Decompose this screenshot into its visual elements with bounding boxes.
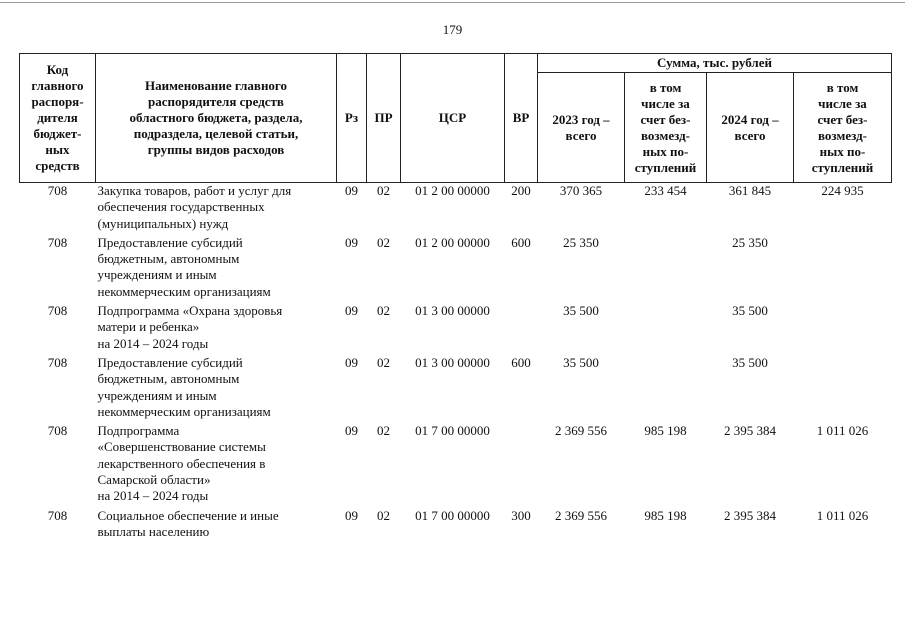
cell-code: 708: [47, 423, 68, 439]
cell-2024-total: 35 500: [732, 303, 768, 319]
page-number: 179: [442, 22, 463, 37]
cell-2024-free: [794, 235, 892, 303]
table-row: [20, 423, 892, 507]
cell-pr: 02: [377, 234, 390, 250]
header-2024-free: в том числе за счет без- возмезд- ных по- ступлений: [794, 73, 892, 183]
cell-2024-free: [794, 303, 892, 355]
cell-2024-total: 25 350: [732, 234, 768, 250]
cell-2024-free: 1 011 026: [816, 507, 869, 523]
cell-2023-free: 985 198: [644, 423, 687, 439]
cell-pr: 02: [377, 423, 390, 439]
table-row: [20, 235, 892, 303]
cell-pr: 02: [377, 507, 390, 523]
cell-2023-free: [625, 235, 707, 303]
cell-2024-free: 1 011 026: [816, 423, 869, 439]
cell-pr: 02: [377, 354, 390, 370]
cell-name: Предоставление субсидий бюджетным, автономным учреждениям и иным некоммерческим организациям: [97, 354, 271, 419]
table-row: [20, 355, 892, 423]
cell-2023-free: [625, 303, 707, 355]
table-row: [20, 183, 892, 235]
cell-2023-total: 35 500: [563, 303, 599, 319]
cell-vr: 600: [511, 234, 531, 250]
cell-2024-total: 361 845: [728, 183, 772, 198]
top-rule: [0, 2, 905, 3]
cell-2024-total: 2 395 384: [724, 507, 776, 523]
cell-code: 708: [47, 183, 68, 198]
cell-csr: 01 3 00 00000: [415, 303, 490, 319]
cell-name: Подпрограмма «Охрана здоровья матери и ребенка» на 2014 – 2024 годы: [97, 303, 283, 351]
cell-2023-total: 25 350: [563, 234, 599, 250]
cell-2024-total: 35 500: [732, 354, 768, 370]
cell-2023-total: 2 369 556: [555, 423, 607, 439]
header-2024-total: 2024 год – всего: [707, 73, 794, 183]
cell-name: Подпрограмма «Совершенствование системы лекарственного обеспечения в Самарской области» на 2014 – 2024 годы: [97, 423, 266, 504]
cell-2024-total: 2 395 384: [724, 423, 776, 439]
cell-2023-total: 35 500: [563, 354, 599, 370]
cell-csr: 01 7 00 00000: [415, 507, 490, 523]
table-row: [20, 303, 892, 355]
cell-2024-free: [794, 355, 892, 423]
cell-pr: 02: [377, 303, 390, 319]
cell-vr: 200: [511, 183, 531, 198]
budget-table: [19, 53, 892, 543]
cell-name: Социальное обеспечение и иные выплаты населению: [97, 507, 279, 539]
cell-rz: 09: [345, 303, 358, 319]
cell-code: 708: [47, 354, 68, 370]
cell-rz: 09: [345, 507, 358, 523]
cell-code: 708: [47, 303, 68, 319]
cell-vr: 600: [511, 354, 531, 370]
cell-csr: 01 2 00 00000: [415, 234, 490, 250]
cell-2023-free: 985 198: [644, 507, 687, 523]
cell-name: Предоставление субсидий бюджетным, автономным учреждениям и иным некоммерческим организациям: [97, 234, 271, 299]
cell-vr: [505, 423, 538, 507]
cell-2023-free: 233 454: [644, 183, 687, 198]
cell-csr: 01 3 00 00000: [415, 354, 490, 370]
cell-name: Закупка товаров, работ и услуг для обеспечения государственных (муниципальных) нужд: [97, 183, 292, 231]
cell-vr: [505, 303, 538, 355]
cell-rz: 09: [345, 234, 358, 250]
header-2023-total: 2023 год – всего: [538, 73, 625, 183]
cell-rz: 09: [345, 183, 358, 198]
cell-2024-free: 224 935: [821, 183, 864, 198]
header-rz: Рз: [337, 54, 367, 183]
cell-code: 708: [47, 507, 68, 523]
header-vr: ВР: [505, 54, 538, 183]
cell-rz: 09: [345, 354, 358, 370]
cell-pr: 02: [377, 183, 390, 198]
header-2023-free: в том числе за счет без- возмезд- ных по- ступлений: [625, 73, 707, 183]
header-csr: ЦСР: [401, 54, 505, 183]
header-code: Код главного распоря- дителя бюджет- ных средств: [20, 54, 96, 183]
cell-2023-free: [625, 355, 707, 423]
cell-2023-total: 370 365: [559, 183, 603, 198]
cell-rz: 09: [345, 423, 358, 439]
cell-csr: 01 2 00 00000: [415, 183, 490, 198]
header-pr: ПР: [367, 54, 401, 183]
table-row: [20, 508, 892, 544]
cell-csr: 01 7 00 00000: [415, 423, 490, 439]
header-name: Наименование главного распорядителя средств областного бюджета, раздела, подраздела, целевой статьи, группы видов расходов: [96, 54, 337, 183]
cell-code: 708: [47, 234, 68, 250]
header-sum-group: Сумма, тыс. рублей: [538, 54, 892, 73]
cell-vr: 300: [511, 507, 531, 523]
cell-2023-total: 2 369 556: [555, 507, 607, 523]
